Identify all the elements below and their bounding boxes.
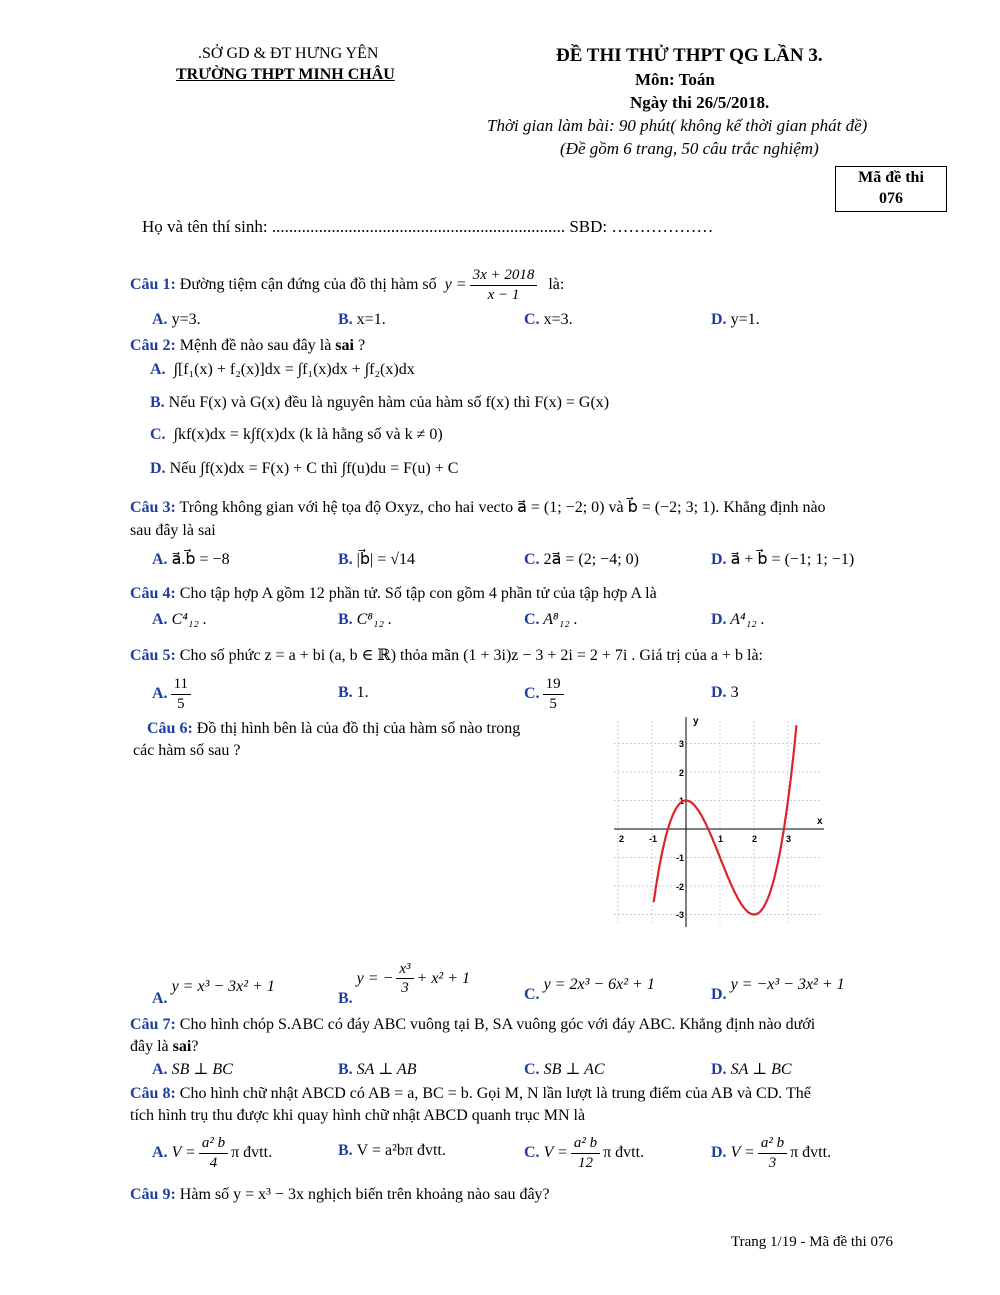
option-key: C. [524,685,540,702]
question-6-text: Đồ thị hình bên là của đồ thị của hàm số nào trong [196,720,521,737]
fraction-denominator: 3 [401,980,409,997]
fraction-denominator: 5 [549,695,557,712]
question-7-text: Cho hình chóp S.ABC có đáy ABC vuông tại B, SA vuông góc với đáy ABC. Khẳng định nào dưới [179,1016,816,1033]
q7-option-c[interactable] [524,1059,605,1079]
option-text: y = −x³ − 3x² + 1 [730,976,845,993]
question-3-label: Câu 3: [130,499,176,516]
option-key: D. [711,611,727,628]
option-key: A. [152,1144,168,1161]
option-key: D. [711,1144,727,1161]
q3-option-d[interactable] [711,549,854,569]
option-key: B. [338,1061,353,1078]
question-2-label: Câu 2: [130,337,176,354]
q2-option-b[interactable] [150,394,609,412]
q2-option-a[interactable] [150,361,415,379]
q4-option-a[interactable] [152,611,207,629]
question-6 [147,720,520,738]
option-text: SA ⊥ BC [730,1061,792,1078]
question-7 [130,1016,815,1034]
fraction-numerator: 11 [171,675,191,695]
option-key: B. [338,611,353,628]
option-key: B. [338,311,353,328]
y-tick-label: -3 [676,910,685,920]
option-key: D. [711,1061,727,1078]
option-key: B. [338,551,353,568]
fraction-denominator: 4 [209,1154,218,1171]
question-7-emphasis: sai [172,1038,192,1055]
question-7-tail: ? [191,1038,199,1055]
option-text: A⁸₁₂ . [543,611,578,628]
q6-option-b[interactable] [338,956,470,1008]
option-key: D. [711,311,727,328]
option-text: SB ⊥ AC [543,1061,605,1078]
option-text: a⃗.b⃗ = −8 [171,551,230,568]
fraction-numerator: 3x + 2018 [470,266,538,286]
question-2-tail: ? [353,337,366,354]
option-text: Nếu ∫f(x)dx = F(x) + C thì ∫f(u)du = F(u) + C [169,460,459,477]
option-text: a⃗ + b⃗ = (−1; 1; −1) [730,551,855,568]
exam-date: Ngày thi 26/5/2018. [630,93,770,112]
q7-option-b[interactable] [338,1059,416,1079]
cubic-function-graph [600,713,830,935]
question-2-text: Mệnh đề nào sau đây là [179,337,332,354]
option-text-prefix: V = [543,1144,568,1161]
school-name: TRƯỜNG THPT MINH CHÂU [176,66,395,83]
option-text: ∫kf(x)dx = k∫f(x)dx (k là hằng số và k ≠ 0) [173,426,443,443]
fraction-numerator: x³ [396,960,413,980]
option-key: B. [338,684,353,701]
option-key: A. [152,1061,168,1078]
option-text: y=3. [171,311,201,328]
option-text-prefix: V = [171,1144,196,1161]
q4-option-c[interactable] [524,611,578,629]
q1-option-d[interactable] [711,311,760,329]
x-tick-label: -1 [649,834,658,844]
q4-option-d[interactable] [711,611,765,629]
question-8 [130,1085,811,1103]
department-name: .SỞ GD & ĐT HƯNG YÊN [198,45,379,62]
question-7-text-line2 [130,1038,198,1056]
option-key: A. [152,990,168,1007]
option-key: D. [150,460,166,477]
option-key: B. [338,1142,353,1159]
q7-option-d[interactable] [711,1059,792,1079]
option-text: C⁴₁₂ . [171,611,207,628]
q2-option-d[interactable] [150,460,458,478]
q1-option-a[interactable] [152,311,201,329]
option-text: SA ⊥ AB [356,1061,417,1078]
question-1-y: y = [444,276,467,293]
fraction-numerator: a² b [571,1134,600,1154]
option-text: 3 [730,684,739,701]
option-text-prefix: V = [730,1144,755,1161]
question-5-text: Cho số phức z = a + bi (a, b ∈ ℝ) thỏa mãn (1 + 3i)z − 3 + 2i = 2 + 7i . Giá trị của a + b là: [179,647,763,664]
option-key: D. [711,551,727,568]
option-text: ∫[f₁(x) + f₂(x)]dx = ∫f₁(x)dx + ∫f₂(x)dx [173,361,415,378]
y-tick-label: -2 [676,882,685,892]
option-key: C. [150,426,166,443]
option-text: |b⃗| = √14 [356,551,416,568]
q8-option-c[interactable] [524,1130,644,1176]
question-4-text: Cho tập hợp A gồm 12 phần tử. Số tập con gồm 4 phần tử của tập hợp A là [179,585,657,602]
question-4 [130,585,657,603]
question-1-label: Câu 1: [130,276,176,293]
q1-option-b[interactable] [338,311,386,329]
x-tick-label: 3 [786,834,792,844]
exam-pages-note: (Đề gồm 6 trang, 50 câu trắc nghiệm) [560,139,819,158]
fraction-numerator: 19 [543,675,564,695]
question-1-fraction [470,266,538,305]
q6-option-d[interactable] [711,968,845,1004]
fraction-denominator: 12 [577,1154,593,1171]
graph-grid [614,721,820,925]
option-key: C. [524,611,540,628]
fraction-numerator: a² b [758,1134,787,1154]
exam-code-box [835,166,947,212]
fraction-denominator: x − 1 [487,286,520,303]
option-text: V = a²bπ đvtt. [356,1142,446,1159]
option-text-suffix: π đvtt. [790,1144,832,1161]
q8-option-a[interactable] [152,1130,272,1176]
q3-option-a[interactable] [152,549,230,569]
option-text: SB ⊥ BC [171,1061,233,1078]
page-footer: Trang 1/19 - Mã đề thi 076 [731,1234,893,1250]
q5-option-c[interactable] [524,672,567,716]
question-8-label: Câu 8: [130,1085,176,1102]
option-key: A. [152,685,168,702]
option-key: A. [152,551,168,568]
question-9 [130,1186,550,1204]
question-2-emphasis: sai [335,337,354,354]
fraction-denominator: 3 [768,1154,777,1171]
option-key: A. [152,311,168,328]
question-6-text-line2: các hàm số sau ? [133,742,241,759]
question-1 [130,263,564,307]
q5-option-b[interactable] [338,684,369,702]
option-text: y=1. [730,311,760,328]
option-text-prefix: y = − [356,969,394,987]
option-text: 2a⃗ = (2; −4; 0) [543,551,639,568]
option-text: y = 2x³ − 6x² + 1 [543,976,655,993]
fraction-numerator: a² b [199,1134,228,1154]
option-key: B. [338,990,353,1007]
y-axis-label: y [693,716,699,727]
x-axis-label: x [817,816,823,827]
y-tick-label: 1 [679,796,685,806]
question-9-label: Câu 9: [130,1186,176,1203]
q8-option-d[interactable] [711,1130,831,1176]
option-key: D. [711,986,727,1003]
question-1-text: Đường tiệm cận đứng của đồ thị hàm số [179,276,437,293]
question-5-label: Câu 5: [130,647,176,664]
option-text-suffix: π đvtt. [231,1144,273,1161]
q6-option-c[interactable] [524,968,655,1004]
x-tick-label: 2 [752,834,758,844]
question-4-label: Câu 4: [130,585,176,602]
option-text: 1. [356,684,369,701]
q3-option-b[interactable] [338,549,415,569]
option-text: x=1. [356,311,386,328]
question-5 [130,645,763,665]
question-7-label: Câu 7: [130,1016,176,1033]
question-3-text-line2: sau đây là sai [130,522,216,539]
option-text: x=3. [543,311,573,328]
q5-option-d[interactable] [711,684,739,702]
x-tick-label: 2 [619,834,625,844]
question-2 [130,337,365,355]
q8-option-b[interactable] [338,1142,446,1160]
option-text: A⁴₁₂ . [730,611,765,628]
exam-code-label: Mã đề thi [858,169,924,186]
option-key: C. [524,986,540,1003]
question-3 [130,497,826,517]
q3-option-c[interactable] [524,549,639,569]
question-7-line2: đây là [130,1038,169,1055]
option-key: D. [711,684,727,701]
exam-title: ĐỀ THI THỬ THPT QG LẦN 3. [556,45,823,66]
question-1-tail: là: [548,276,565,293]
candidate-line: Họ và tên thí sinh: ..................................................................... SBD: ……………… [142,217,714,236]
question-3-text: Trông không gian với hệ tọa độ Oxyz, cho hai vecto a⃗ = (1; −2; 0) và b⃗ = (−2; 3; 1). Khẳng định nào [179,499,826,516]
q2-option-c[interactable] [150,426,443,444]
q4-option-b[interactable] [338,611,392,629]
y-tick-label: -1 [676,853,685,863]
q7-option-a[interactable] [152,1059,233,1079]
exam-duration: Thời gian làm bài: 90 phút( không kể thời gian phát đề) [487,116,868,135]
fraction-denominator: 5 [177,695,185,712]
question-9-text: Hàm số y = x³ − 3x nghịch biến trên khoảng nào sau đây? [179,1186,550,1203]
option-key: C. [524,311,540,328]
exam-subject: Môn: Toán [635,70,715,89]
question-8-text: Cho hình chữ nhật ABCD có AB = a, BC = b. Gọi M, N lần lượt là trung điểm của AB và CD. Thể [179,1085,811,1102]
option-text-suffix: π đvtt. [603,1144,645,1161]
exam-code: 076 [879,190,903,207]
y-tick-label: 2 [679,768,685,778]
option-text: C⁸₁₂ . [356,611,393,628]
x-tick-label: 1 [718,834,724,844]
q1-option-c[interactable] [524,311,573,329]
option-key: A. [150,361,166,378]
q6-option-a[interactable] [152,968,275,1008]
option-key: A. [152,611,168,628]
option-text-suffix: + x² + 1 [416,969,471,987]
option-key: B. [150,394,165,411]
question-8-text-line2: tích hình trụ thu được khi quay hình chữ nhật ABCD quanh trục MN là [130,1107,586,1124]
option-key: C. [524,1144,540,1161]
question-6-label: Câu 6: [147,720,193,737]
y-tick-label: 3 [679,739,685,749]
option-key: C. [524,551,540,568]
option-text: Nếu F(x) và G(x) đều là nguyên hàm của hàm số f(x) thì F(x) = G(x) [168,394,610,411]
q5-option-a[interactable] [152,672,194,716]
option-key: C. [524,1061,540,1078]
option-text: y = x³ − 3x² + 1 [171,978,275,995]
